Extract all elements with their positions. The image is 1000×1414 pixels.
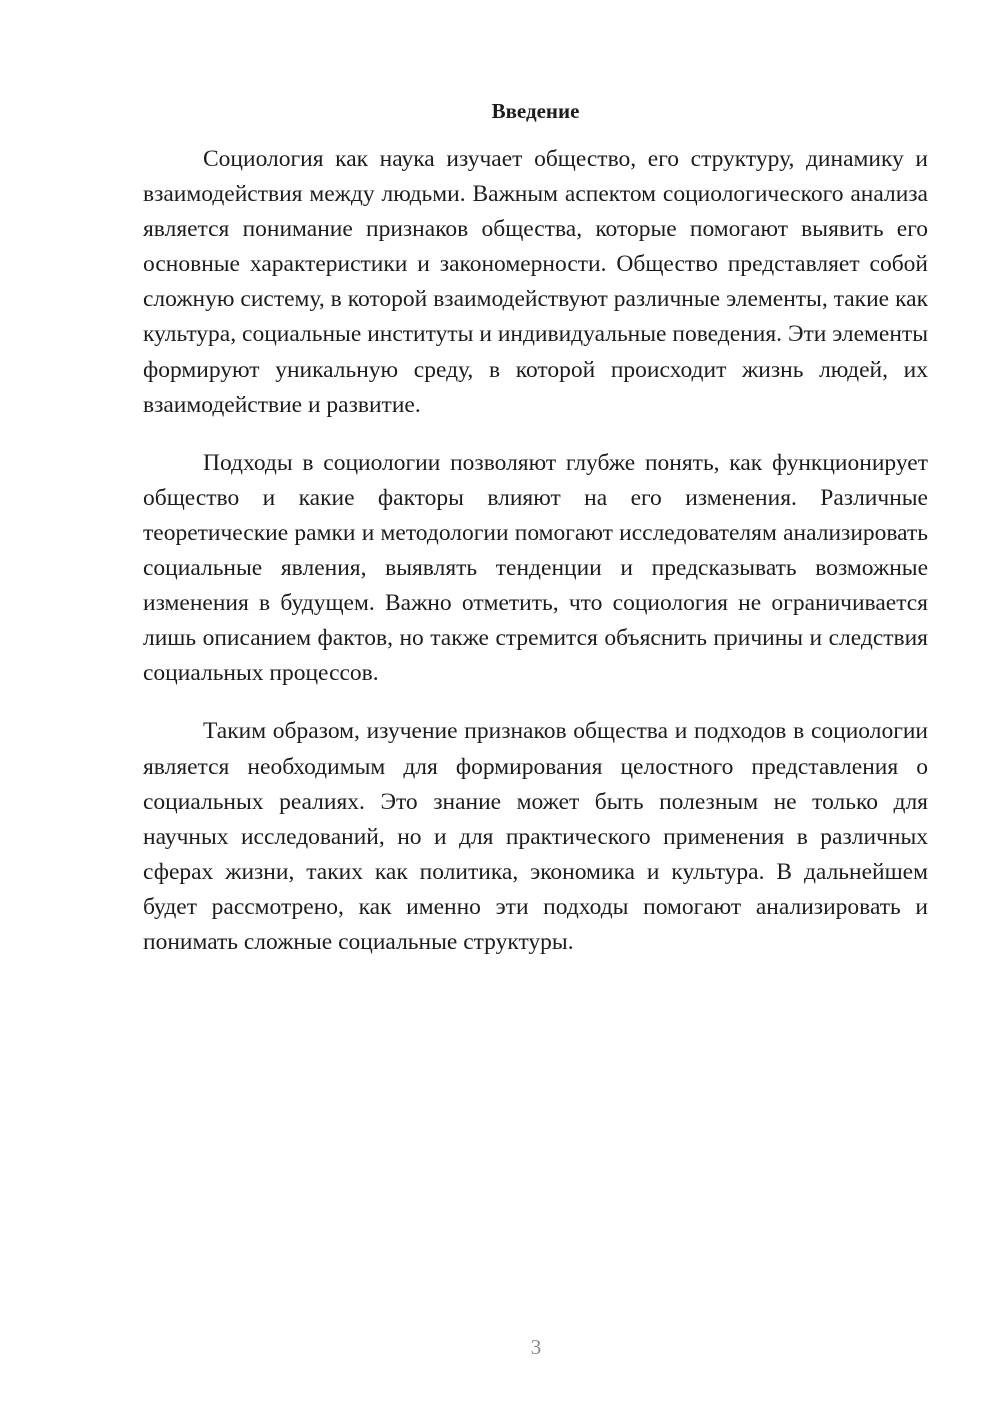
section-heading: Введение (491, 99, 580, 123)
paragraph-approaches: Подходы в социологии позволяют глубже понять, как функционирует общество и какие факторы влияют на его изменения. Различные теоретические рамки и методологии помогают исследователям анализировать социальные явления, выявлять тенденции и предсказывать возможные изменения в будущем. Важно отметить, что социология не ограничивается лишь описанием фактов, но также стремится объяснить причины и следствия социальных процессов. (143, 449, 928, 687)
paragraph-intro: Социология как наука изучает общество, его структуру, динамику и взаимодействия между людьми. Важным аспектом социологического анализа является понимание признаков общества, которые помогают выявить его основные характеристики и закономерности. Общество представляет собой сложную систему, в которой взаимодействуют различные элементы, такие как культура, социальные институты и индивидуальные поведения. Эти элементы формируют уникальную среду, в которой происходит жизнь людей, их взаимодействие и развитие. (143, 146, 928, 418)
body-text (143, 142, 928, 983)
page-number: 3 (530, 1335, 542, 1359)
paragraph-conclusion: Таким образом, изучение признаков общества и подходов в социологии является необходимым для формирования целостного представления о социальных реалиях. Это знание может быть полезным не только для научных исследований, но и для практического применения в различных сферах жизни, таких как политика, экономика и культура. В дальнейшем будет рассмотрено, как именно эти подходы помогают анализировать и понимать сложные социальные структуры. (143, 718, 928, 955)
